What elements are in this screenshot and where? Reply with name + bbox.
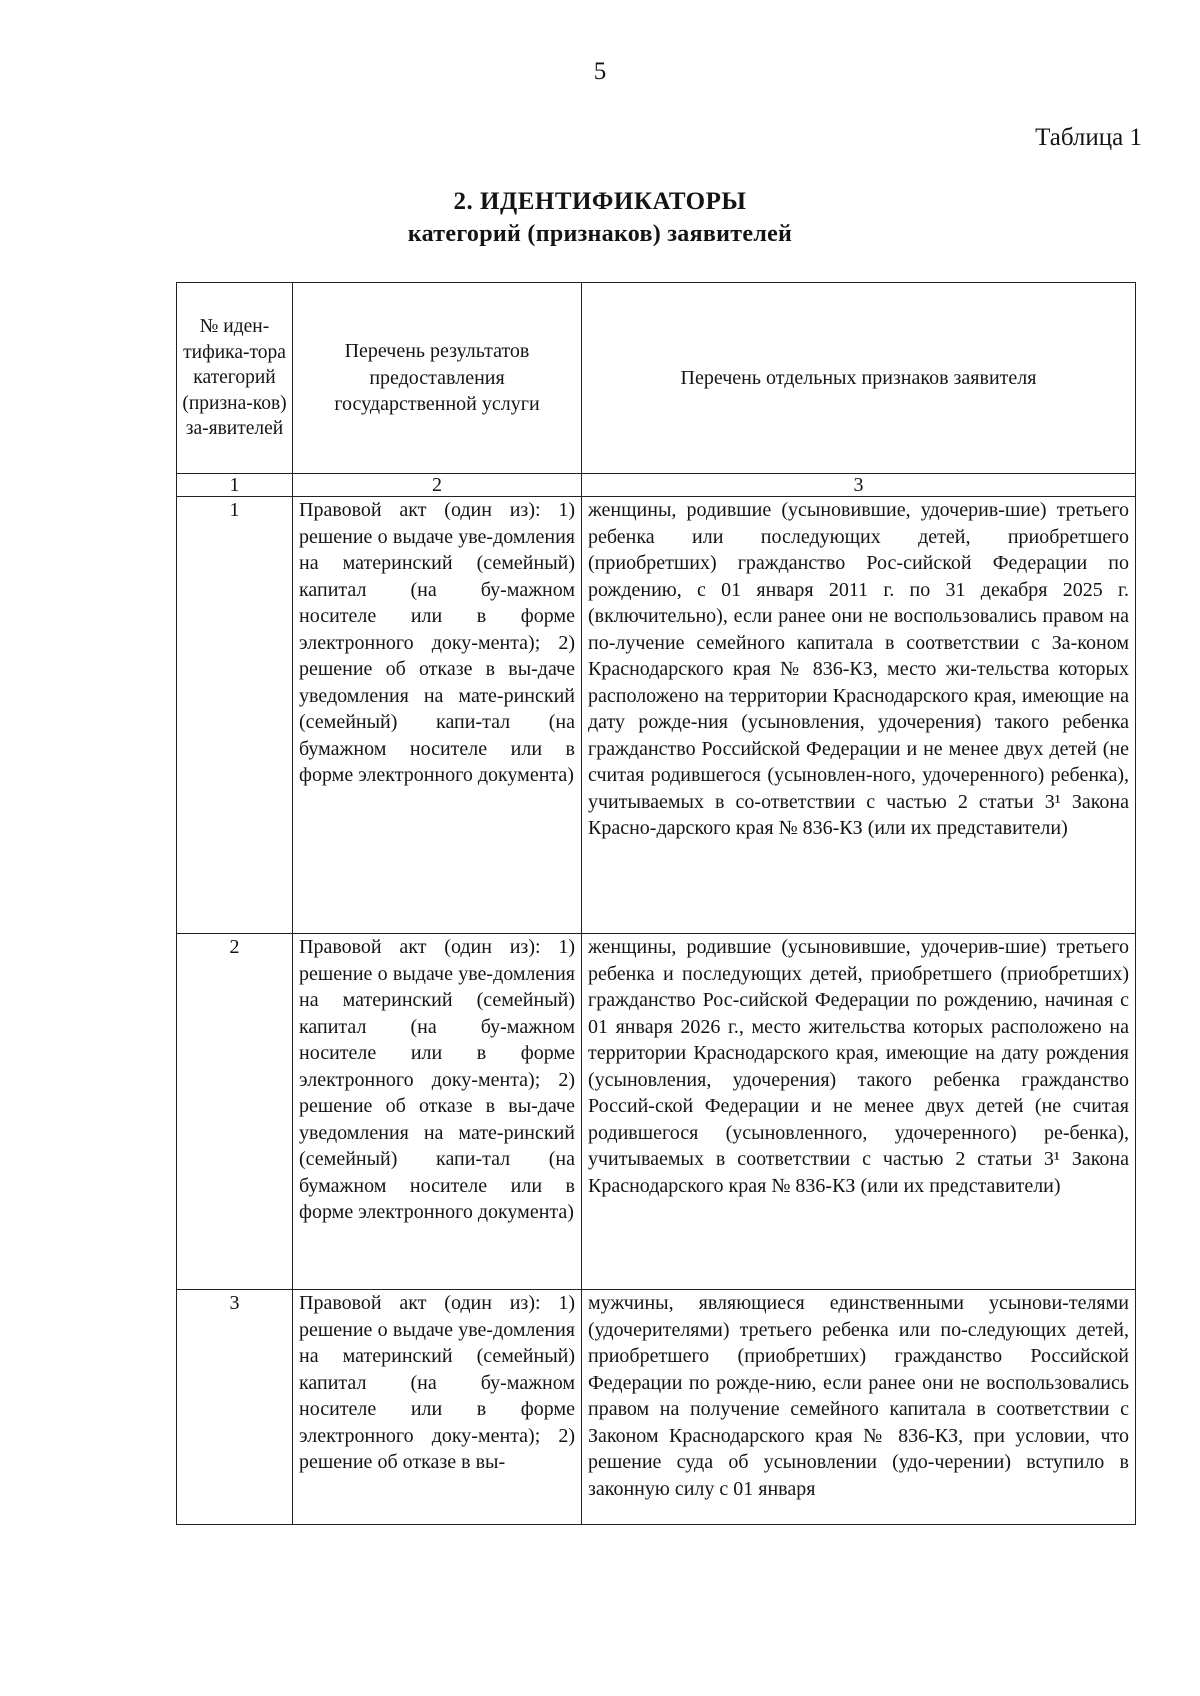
criteria-cell: женщины, родившие (усыновившие, удочерив-шие) третьего ребенка или последующих детей, приобретшего (приобретших) гражданство Рос-сийской Федерации по рождению, с 01 января 2011 г. по 31 декабря 2025 г. (включительно), если ранее они не воспользовались правом на по-лучение семейного капитала в соответствии с За-коном Краснодарского края № 836-КЗ, место жи-тельства которых расположено на территории Краснодарского края, имеющие на дату рожде-ния (усыновления, удочерения) такого ребенка гражданство Российской Федерации и не менее двух детей (не считая родившегося (усыновлен-ного, удочеренного) ребенка), учитываемых в со-ответствии с частью 2 статьи 3¹ Закона Красно-дарского края № 836-КЗ (или их представители) bbox=[582, 497, 1136, 934]
criteria-cell: мужчины, являющиеся единственными усынови-телями (удочерителями) третьего ребенка или по-следующих детей, приобретшего (приобретших) гражданство Российской Федерации по рожде-нию, если ранее они не воспользовались правом на получение семейного капитала в соответствии с Законом Краснодарского края № 836-КЗ, при условии, что решение суда об усыновлении (удо-черении) вступило в законную силу с 01 января bbox=[582, 1290, 1136, 1525]
table-header-row bbox=[177, 283, 1136, 474]
header-identifier-number: № иден-тифика-тора категорий (призна-ков) за-явителей bbox=[177, 283, 293, 474]
column-number: 2 bbox=[293, 474, 582, 497]
identifier-number: 3 bbox=[177, 1290, 293, 1525]
identifier-number: 1 bbox=[177, 497, 293, 934]
identifiers-table bbox=[176, 282, 1136, 1525]
table-row bbox=[177, 934, 1136, 1290]
identifier-number: 2 bbox=[177, 934, 293, 1290]
table-row bbox=[177, 1290, 1136, 1525]
table-row bbox=[177, 497, 1136, 934]
page-number: 5 bbox=[593, 58, 607, 85]
results-cell: Правовой акт (один из): 1) решение о выдаче уве-домления на материнский (семейный) капитал (на бу-мажном носителе или в форме электронного доку-мента); 2) решение об отказе в вы-даче уведомления на мате-ринский (семейный) капи-тал (на бумажном носителе или в форме электронного документа) bbox=[293, 934, 582, 1290]
results-cell: Правовой акт (один из): 1) решение о выдаче уве-домления на материнский (семейный) капитал (на бу-мажном носителе или в форме электронного доку-мента); 2) решение об отказе в вы- bbox=[293, 1290, 582, 1525]
column-number: 3 bbox=[582, 474, 1136, 497]
title-line-1: 2. ИДЕНТИФИКАТОРЫ bbox=[453, 188, 747, 215]
column-number-row bbox=[177, 474, 1136, 497]
table-label: Таблица 1 bbox=[1035, 124, 1142, 151]
title-line-2: категорий (признаков) заявителей bbox=[407, 221, 793, 247]
header-criteria-list: Перечень отдельных признаков заявителя bbox=[582, 283, 1136, 474]
header-results-list: Перечень результатов предоставления государственной услуги bbox=[293, 283, 582, 474]
document-title bbox=[0, 186, 1200, 250]
criteria-cell: женщины, родившие (усыновившие, удочерив-шие) третьего ребенка и последующих детей, приобретшего (приобретших) гражданство Рос-сийской Федерации по рождению, начиная с 01 января 2026 г., место жительства которых расположено на территории Краснодарского края, имеющие на дату рождения (усыновления, удочерения) такого ребенка гражданство Россий-ской Федерации и не менее двух детей (не считая родившегося (усыновленного, удочеренного) ре-бенка), учитываемых в соответствии с частью 2 статьи 3¹ Закона Краснодарского края № 836-КЗ (или их представители) bbox=[582, 934, 1136, 1290]
column-number: 1 bbox=[177, 474, 293, 497]
results-cell: Правовой акт (один из): 1) решение о выдаче уве-домления на материнский (семейный) капитал (на бу-мажном носителе или в форме электронного доку-мента); 2) решение об отказе в вы-даче уведомления на мате-ринский (семейный) капи-тал (на бумажном носителе или в форме электронного документа) bbox=[293, 497, 582, 934]
